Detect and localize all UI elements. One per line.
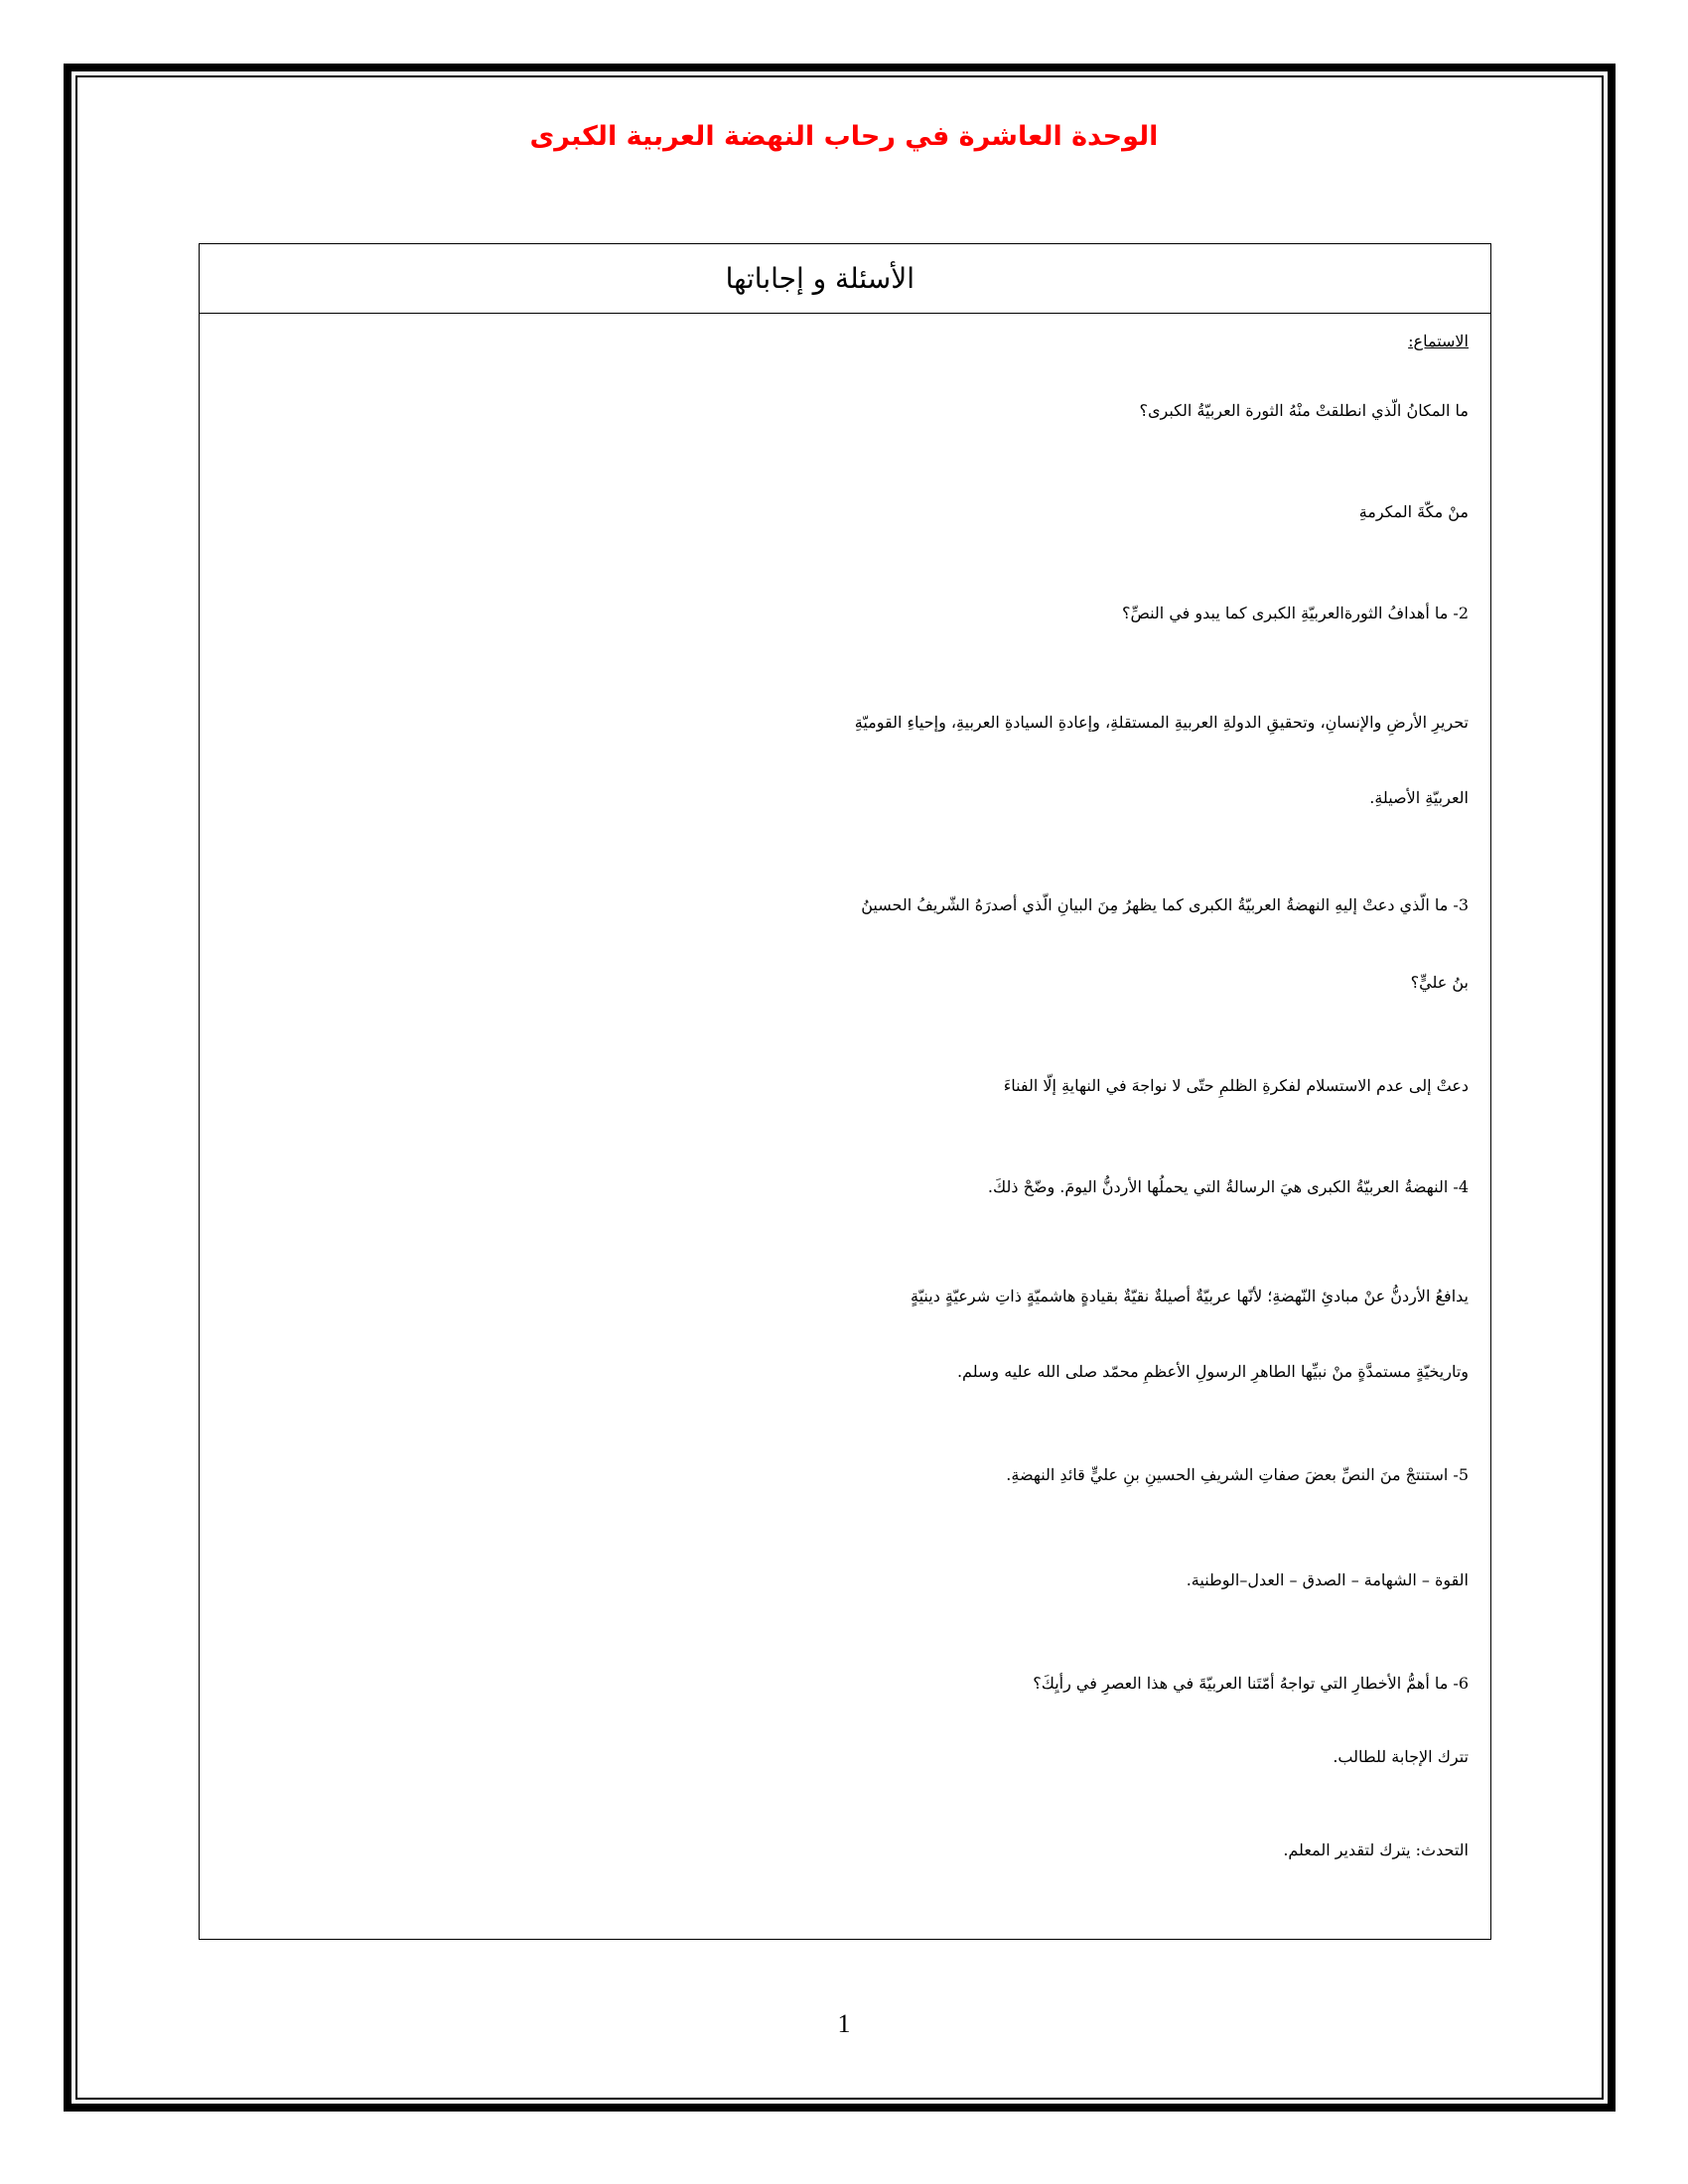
- answer-4-line-2: وتاريخيّةٍ مستمدَّةٍ منْ نبيِّها الطاهرِ الرسولِ الأعظمِ محمّد صلى الله عليه وسلم.: [956, 1362, 1469, 1381]
- answer-4-line-1: يدافعُ الأردنُّ عنْ مبادئِ النّهضةِ؛ لأنّها عربيّةٌ أصيلةٌ نقيّةٌ بقيادةٍ هاشميّةٍ ذاتِ شرعيّةٍ دينيّةٍ: [911, 1287, 1469, 1305]
- answer-1: منْ مكّةَ المكرمةِ: [1358, 502, 1469, 521]
- page-number: 1: [837, 2009, 851, 2038]
- question-6: 6- ما أهمُّ الأخطارِ التي تواجهُ أمّتَنا العربيّةَ في هذا العصرِ في رأيِكَ؟: [1033, 1674, 1469, 1693]
- qa-table-header: الأسئلة و إجاباتها: [200, 244, 1490, 314]
- question-3-line-2: بنُ عليٍّ؟: [1410, 973, 1469, 992]
- qa-table: [199, 243, 1491, 1940]
- page-title: الوحدة العاشرة في رحاب النهضة العربية الكبرى: [529, 121, 1159, 152]
- section-heading-listening: الاستماع:: [1408, 332, 1469, 350]
- question-3-line-1: 3- ما الّذي دعتْ إليهِ النهضةُ العربيّةُ الكبرى كما يظهرُ مِنَ البيانِ الّذي أصدرَهُ الشّريفُ الحسينُ: [861, 895, 1469, 914]
- speaking-note: التحدث: يترك لتقدير المعلم.: [1283, 1841, 1469, 1859]
- question-2: 2- ما أهدافُ الثورةالعربيّةِ الكبرى كما يبدو في النصِّ؟: [1122, 604, 1469, 622]
- question-5: 5- استنتجْ منَ النصِّ بعضَ صفاتِ الشريفِ الحسينِ بنِ عليٍّ قائدِ النهضةِ.: [1006, 1465, 1469, 1484]
- answer-3: دعتْ إلى عدم الاستسلام لفكرةِ الظلمِ حتّى لا نواجهَ في النهايةِ إلّا الفناءَ: [1003, 1076, 1469, 1095]
- answer-6: تترك الإجابة للطالب.: [1333, 1747, 1469, 1766]
- question-1: ما المكانُ الّذي انطلقتْ منْهُ الثورة العربيّةُ الكبرى؟: [1139, 401, 1469, 420]
- question-4: 4- النهضةُ العربيّةُ الكبرى هيَ الرسالةُ التي يحملُها الأردنُّ اليومَ. وضّحْ ذلكَ.: [987, 1177, 1469, 1196]
- answer-2-line-1: تحريرِ الأرضِ والإنسانِ، وتحقيقِ الدولةِ العربيةِ المستقلةِ، وإعادةِ السيادةِ العربيةِ، وإحياءِ القوميّةِ: [854, 713, 1469, 732]
- answer-5: القوة – الشهامة – الصدق – العدل–الوطنية.: [1186, 1570, 1469, 1589]
- answer-2-line-2: العربيّةِ الأصيلةِ.: [1369, 788, 1469, 807]
